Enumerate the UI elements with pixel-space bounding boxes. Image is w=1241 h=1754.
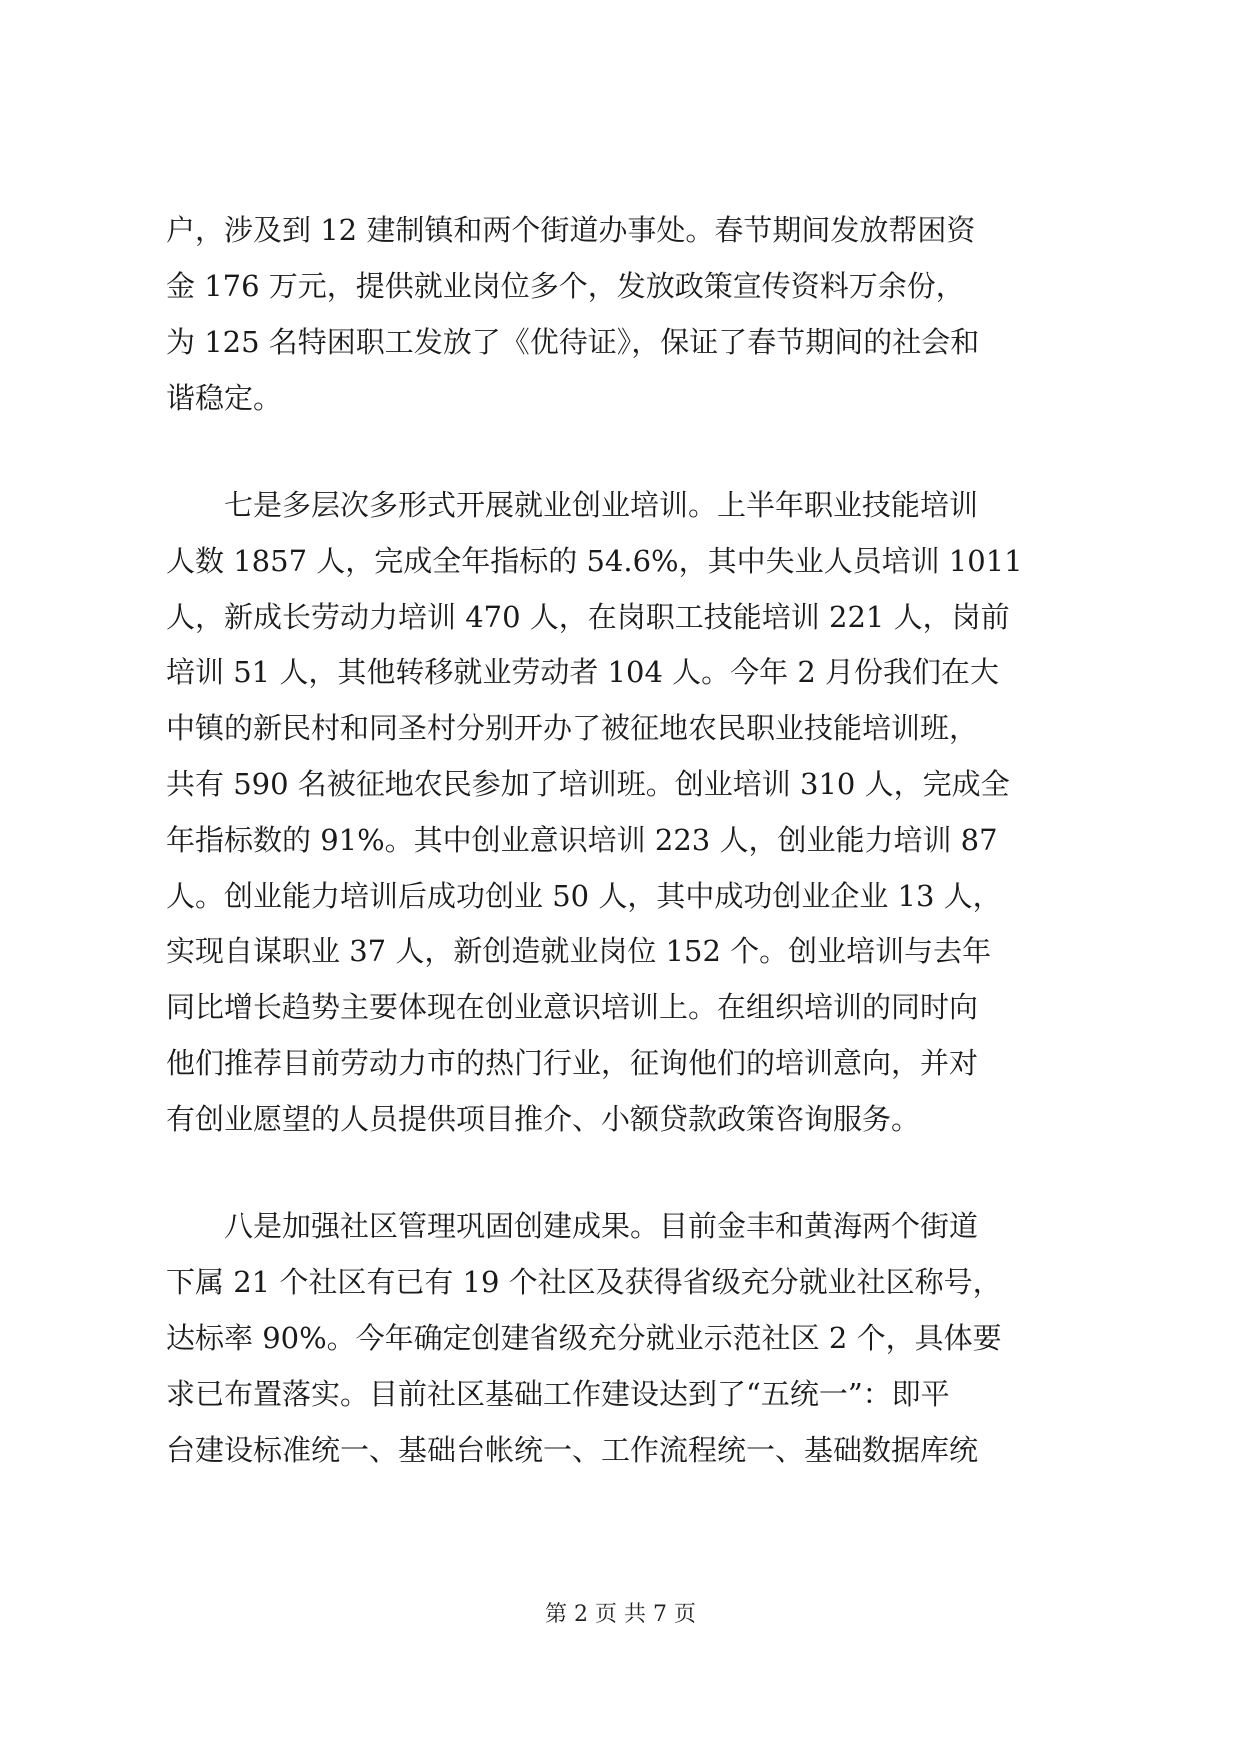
text-line: 求已布置落实。目前社区基础工作建设达到了“五统一”：即平 bbox=[166, 1377, 950, 1411]
text-line: 有创业愿望的人员提供项目推介、小额贷款政策咨询服务。 bbox=[166, 1102, 921, 1136]
text-line: 台建设标准统一、基础台帐统一、工作流程统一、基础数据库统 bbox=[166, 1433, 979, 1467]
text-line: 共有 590 名被征地农民参加了培训班。创业培训 310 人，完成全 bbox=[166, 767, 1010, 801]
text-line: 年指标数的 91%。其中创业意识培训 223 人，创业能力培训 87 bbox=[166, 823, 998, 857]
text-line: 培训 51 人，其他转移就业劳动者 104 人。今年 2 月份我们在大 bbox=[166, 655, 1000, 689]
page-number: 第 2 页 共 7 页 bbox=[545, 1602, 696, 1627]
text-line: 实现自谋职业 37 人，新创造就业岗位 152 个。创业培训与去年 bbox=[166, 934, 992, 968]
text-line: 人。创业能力培训后成功创业 50 人，其中成功创业企业 13 人， bbox=[166, 879, 1002, 913]
text-line: 人，新成长劳动力培训 470 人，在岗职工技能培训 221 人，岗前 bbox=[166, 600, 1010, 634]
text-line: 下属 21 个社区有已有 19 个社区及获得省级充分就业社区称号， bbox=[166, 1265, 1002, 1299]
text-line: 户，涉及到 12 建制镇和两个街道办事处。春节期间发放帮困资 bbox=[166, 213, 976, 247]
text-line: 中镇的新民村和同圣村分别开办了被征地农民职业技能培训班， bbox=[166, 711, 979, 745]
text-line: 七是多层次多形式开展就业创业培训。上半年职业技能培训 bbox=[166, 488, 979, 522]
text-line: 达标率 90%。今年确定创建省级充分就业示范社区 2 个，具体要 bbox=[166, 1321, 1002, 1355]
text-line: 为 125 名特困职工发放了《优待证》，保证了春节期间的社会和 bbox=[166, 325, 980, 359]
text-line: 同比增长趋势主要体现在创业意识培训上。在组织培训的同时向 bbox=[166, 990, 979, 1024]
text-line: 八是加强社区管理巩固创建成果。目前金丰和黄海两个街道 bbox=[166, 1209, 979, 1243]
text-line: 金 176 万元，提供就业岗位多个，发放政策宣传资料万余份， bbox=[166, 269, 965, 303]
text-line: 谐稳定。 bbox=[166, 381, 283, 415]
text-line: 人数 1857 人，完成全年指标的 54.6%，其中失业人员培训 1011 bbox=[166, 544, 1023, 578]
text-line: 他们推荐目前劳动力市的热门行业，征询他们的培训意向，并对 bbox=[166, 1046, 979, 1080]
